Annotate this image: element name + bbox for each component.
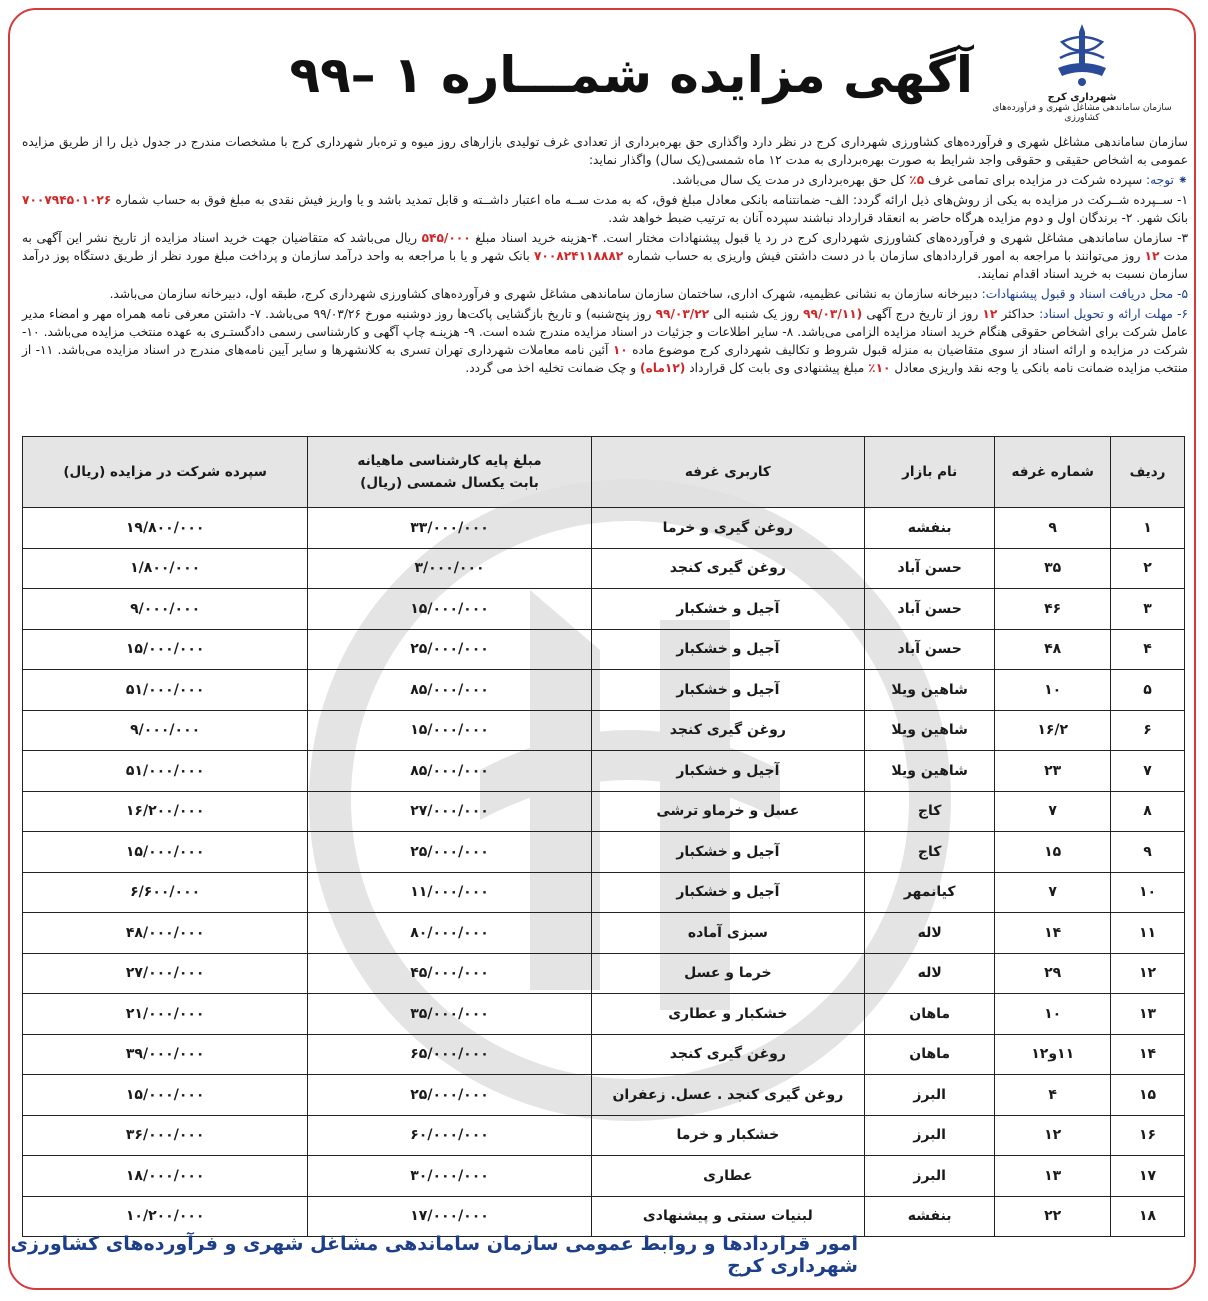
table-row <box>23 1115 1185 1156</box>
note-text-b: کل حق بهره‌برداری در مدت یک سال می‌باشد. <box>672 173 906 187</box>
cell-row: ۱۲ <box>1111 953 1185 994</box>
clause-3-account: ۷۰۰۸۲۴۱۱۸۸۸۲ <box>533 249 624 263</box>
cell-deposit: ۳۹/۰۰۰/۰۰۰ <box>23 1034 308 1075</box>
clause-6-text-f: مبلغ پیشنهادی وی بابت کل قرارداد <box>689 361 865 375</box>
clause-6-text-b: روز از تاریخ درج آگهی <box>866 307 979 321</box>
cell-use: روغن گیری کنجد . عسل. زعفران <box>591 1075 864 1116</box>
table-row <box>23 913 1185 954</box>
cell-deposit: ۱/۸۰۰/۰۰۰ <box>23 548 308 589</box>
cell-deposit: ۲۷/۰۰۰/۰۰۰ <box>23 953 308 994</box>
table-row <box>23 508 1185 549</box>
cell-use: خرما و عسل <box>591 953 864 994</box>
table-row <box>23 791 1185 832</box>
clause-6-date-end: ۹۹/۰۳/۲۲ <box>655 307 710 321</box>
clause-1-text-a: ۱- ســپرده شــرکت در مزایده به یکی از روش‌های ذیل ارائه گردد: الف- ضمانتنامه بانکی معادل مبلغ فوق، که به مدت ســه ماه اعتبار داشــته و قابل تمدید باشد و یا واریز فیش نقدی به مبلغ فوق به حساب شماره <box>115 193 1188 207</box>
cell-use: خشکبار و عطاری <box>591 994 864 1035</box>
cell-row: ۱۰ <box>1111 872 1185 913</box>
header <box>20 22 1188 130</box>
announcement-body <box>22 133 1188 379</box>
clause-6-date-start: (۹۹/۰۳/۱۱ <box>803 307 863 321</box>
cell-market: حسن آباد <box>864 589 994 630</box>
cell-row: ۲ <box>1111 548 1185 589</box>
cell-market: شاهین ویلا <box>864 751 994 792</box>
table-row <box>23 994 1185 1035</box>
cell-deposit: ۱۹/۸۰۰/۰۰۰ <box>23 508 308 549</box>
cell-rent: ۱۵/۰۰۰/۰۰۰ <box>308 710 591 751</box>
clause-3-days: ۱۲ <box>1144 249 1160 263</box>
clause-6-text-e: آئین نامه معاملات شهرداری تهران تسری به کلانشهرها و سایر آیین نامه‌های مندرج در اسناد مزایده می‌باشد. ۱۱- از منتخب مزایده ضمانت نامه بانکی یا وجه نقد واریزی معادل <box>22 343 1188 375</box>
cell-use: آجیل و خشکبار <box>591 629 864 670</box>
cell-booth: ۳۵ <box>995 548 1111 589</box>
cell-rent: ۸۰/۰۰۰/۰۰۰ <box>308 913 591 954</box>
table-row <box>23 1034 1185 1075</box>
table-row <box>23 953 1185 994</box>
cell-market: کاج <box>864 832 994 873</box>
cell-market: بنفشه <box>864 508 994 549</box>
clause-6-text-c: روز یک شنبه الی <box>713 307 799 321</box>
cell-deposit: ۱۶/۲۰۰/۰۰۰ <box>23 791 308 832</box>
clause-1-text-b: بانک شهر. ۲- برندگان اول و دوم مزایده هرگاه حاضر به انعقاد قرارداد نباشند سپرده آنان به ترتیب ضبط خواهد شد. <box>608 211 1188 225</box>
cell-use: آجیل و خشکبار <box>591 751 864 792</box>
clause-1-account: ۷۰۰۷۹۴۵۰۱۰۲۶ <box>22 193 112 207</box>
clause-6-percent: ۱۰٪ <box>868 361 891 375</box>
cell-booth: ۱۰ <box>995 670 1111 711</box>
cell-use: آجیل و خشکبار <box>591 832 864 873</box>
clause-6-text-d: روز پنج‌شنبه) و تاریخ بازگشایی پاکت‌ها روز دوشنبه مورخ ۹۹/۰۳/۲۶ می‌باشد. ۷- داشتن معرفی نامه همراه مهر و امضاء مدیر عامل شرکت برای اشخاص حقوقی هنگام خرید اسناد مزایده الزامی می‌باشد. ۸- سایر اطلاعات و جزئیات در اسناد مزایده مندرج شده است. ۹- هزینـه چاپ آگهی و کارشناسی رسمی دادگستـری به عهده منتخب مزایده می‌باشد. ۱۰- شرکت در مزایده و ارائه اسناد از سوی متقاضیان به منزله قبول شروط و تکالیف شهرداری کرج موضوع ماده <box>22 307 1189 357</box>
header-deposit: سپرده شرکت در مزایده (ریال) <box>23 437 308 508</box>
clause-3-text-b: ریال می‌باشد که متقاضیان جهت خرید اسناد مزایده از تاریخ نشر این آگهی به مدت <box>22 231 1188 263</box>
table-row <box>23 670 1185 711</box>
header-market-name: نام بازار <box>864 437 994 508</box>
clause-5-text: دبیرخانه سازمان به نشانی عظیمیه، شهرک اداری، ساختمان سازمان ساماندهی مشاغل شهری و فرآورده‌های کشاورزی شهرداری کرج، طبقه اول، دبیرخانه سازمان می‌باشد. <box>109 287 978 301</box>
cell-rent: ۳۰/۰۰۰/۰۰۰ <box>308 1156 591 1197</box>
cell-rent: ۱۱/۰۰۰/۰۰۰ <box>308 872 591 913</box>
cell-row: ۱۷ <box>1111 1156 1185 1197</box>
cell-booth: ۷ <box>995 791 1111 832</box>
cell-row: ۹ <box>1111 832 1185 873</box>
clause-3 <box>22 229 1188 283</box>
table-row <box>23 751 1185 792</box>
cell-rent: ۱۵/۰۰۰/۰۰۰ <box>308 589 591 630</box>
cell-row: ۳ <box>1111 589 1185 630</box>
clause-5 <box>22 285 1188 303</box>
table-row <box>23 589 1185 630</box>
clause-3-price: ۵۴۵/۰۰۰ <box>421 231 471 245</box>
cell-row: ۶ <box>1111 710 1185 751</box>
note-paragraph <box>22 171 1188 189</box>
cell-booth: ۱۴ <box>995 913 1111 954</box>
header-booth-number: شماره غرفه <box>995 437 1111 508</box>
clause-3-text-d: بانک شهر و یا با مراجعه به واحد درآمد سازمان و پرداخت مبلغ مورد نظر از طریق دستگاه پوز درآمد سازمان نسبت به خرید اسناد اقدام نمایند. <box>22 249 1188 281</box>
cell-row: ۸ <box>1111 791 1185 832</box>
cell-use: آجیل و خشکبار <box>591 670 864 711</box>
cell-row: ۱۴ <box>1111 1034 1185 1075</box>
cell-market: حسن آباد <box>864 629 994 670</box>
cell-row: ۴ <box>1111 629 1185 670</box>
cell-booth: ۷ <box>995 872 1111 913</box>
cell-market: البرز <box>864 1115 994 1156</box>
header-base-price-line2: بابت یکسال شمسی (ریال) <box>360 475 539 491</box>
clause-5-label: ۵- محل دریافت اسناد و قبول پیشنهادات: <box>981 287 1188 301</box>
table-header-row <box>23 437 1185 508</box>
cell-rent: ۳/۰۰۰/۰۰۰ <box>308 548 591 589</box>
cell-row: ۱ <box>1111 508 1185 549</box>
note-label: ⁕ توجه: <box>1146 173 1188 187</box>
cell-deposit: ۱۵/۰۰۰/۰۰۰ <box>23 832 308 873</box>
cell-booth: ۱۱و۱۲ <box>995 1034 1111 1075</box>
clause-6-text-a: حداکثر <box>1001 307 1035 321</box>
cell-deposit: ۱۰/۲۰۰/۰۰۰ <box>23 1196 308 1237</box>
cell-row: ۷ <box>1111 751 1185 792</box>
cell-deposit: ۳۶/۰۰۰/۰۰۰ <box>23 1115 308 1156</box>
cell-use: لبنیات سنتی و پیشنهادی <box>591 1196 864 1237</box>
cell-booth: ۲۳ <box>995 751 1111 792</box>
intro-text: سازمان ساماندهی مشاغل شهری و فرآورده‌های کشاورزی شهرداری کرج در نظر دارد واگذاری حق بهره‌برداری از تعدادی غرف تولیدی بازارهای روز میوه و تره‌بار شهرداری کرج با مشخصات مندرج در جدول ذیل را از طریق مزایده عمومی به اشخاص حقیقی و حقوقی واجد شرایط به صورت بهره‌برداری به مدت ۱۲ ماه شمسی(یک سال) واگذار نماید: <box>22 135 1188 167</box>
clause-6-label: ۶- مهلت ارائه و تحویل اسناد: <box>1039 307 1189 321</box>
cell-booth: ۴ <box>995 1075 1111 1116</box>
cell-rent: ۳۳/۰۰۰/۰۰۰ <box>308 508 591 549</box>
cell-market: البرز <box>864 1156 994 1197</box>
cell-row: ۵ <box>1111 670 1185 711</box>
cell-deposit: ۲۱/۰۰۰/۰۰۰ <box>23 994 308 1035</box>
cell-row: ۱۸ <box>1111 1196 1185 1237</box>
table-row <box>23 629 1185 670</box>
cell-booth: ۱۰ <box>995 994 1111 1035</box>
logo-city-text: شهرداری کرج <box>1047 92 1117 103</box>
cell-deposit: ۹/۰۰۰/۰۰۰ <box>23 589 308 630</box>
cell-row: ۱۶ <box>1111 1115 1185 1156</box>
cell-row: ۱۳ <box>1111 994 1185 1035</box>
cell-use: آجیل و خشکبار <box>591 872 864 913</box>
cell-market: ماهان <box>864 994 994 1035</box>
cell-market: شاهین ویلا <box>864 670 994 711</box>
cell-rent: ۲۵/۰۰۰/۰۰۰ <box>308 629 591 670</box>
cell-rent: ۱۷/۰۰۰/۰۰۰ <box>308 1196 591 1237</box>
cell-booth: ۱۲ <box>995 1115 1111 1156</box>
clause-6-days: ۱۲ <box>982 307 998 321</box>
cell-market: بنفشه <box>864 1196 994 1237</box>
cell-use: عسل و خرماو ترشی <box>591 791 864 832</box>
cell-deposit: ۵۱/۰۰۰/۰۰۰ <box>23 751 308 792</box>
cell-market: کاج <box>864 791 994 832</box>
cell-market: البرز <box>864 1075 994 1116</box>
header-base-price <box>308 437 591 508</box>
table-row <box>23 548 1185 589</box>
cell-rent: ۲۵/۰۰۰/۰۰۰ <box>308 1075 591 1116</box>
table-row <box>23 710 1185 751</box>
header-booth-use: کاربری غرفه <box>591 437 864 508</box>
cell-row: ۱۵ <box>1111 1075 1185 1116</box>
cell-deposit: ۱۸/۰۰۰/۰۰۰ <box>23 1156 308 1197</box>
cell-market: لاله <box>864 953 994 994</box>
cell-use: روغن گیری کنجد <box>591 710 864 751</box>
cell-booth: ۱۵ <box>995 832 1111 873</box>
table-row <box>23 872 1185 913</box>
cell-booth: ۱۳ <box>995 1156 1111 1197</box>
cell-market: کیانمهر <box>864 872 994 913</box>
cell-deposit: ۶/۶۰۰/۰۰۰ <box>23 872 308 913</box>
logo <box>982 22 1182 123</box>
cell-rent: ۶۵/۰۰۰/۰۰۰ <box>308 1034 591 1075</box>
cell-deposit: ۹/۰۰۰/۰۰۰ <box>23 710 308 751</box>
cell-booth: ۲۲ <box>995 1196 1111 1237</box>
note-percent: ۵٪ <box>909 173 925 187</box>
table-body <box>23 508 1185 1237</box>
cell-booth: ۴۸ <box>995 629 1111 670</box>
cell-booth: ۴۶ <box>995 589 1111 630</box>
cell-market: شاهین ویلا <box>864 710 994 751</box>
note-text-a: سپرده شرکت در مزایده برای تمامی غرف <box>928 173 1143 187</box>
footer-text: امور قراردادها و روابط عمومی سازمان ساماندهی مشاغل شهری و فرآورده‌های کشاورزی شهرداری کرج <box>10 1233 858 1277</box>
clause-6-text-g: و چک ضمانت تخلیه اخذ می گردد. <box>465 361 637 375</box>
clause-3-text-c: روز می‌توانند با مراجعه به امور قراردادهای سازمان با در دست داشتن فیش واریزی به حساب شماره <box>627 249 1141 263</box>
cell-use: خشکبار و خرما <box>591 1115 864 1156</box>
cell-rent: ۲۷/۰۰۰/۰۰۰ <box>308 791 591 832</box>
cell-use: آجیل و خشکبار <box>591 589 864 630</box>
clause-6-months: (۱۲ماه) <box>640 361 686 375</box>
cell-use: روغن گیری کنجد <box>591 548 864 589</box>
cell-deposit: ۵۱/۰۰۰/۰۰۰ <box>23 670 308 711</box>
cell-deposit: ۱۵/۰۰۰/۰۰۰ <box>23 629 308 670</box>
cell-rent: ۸۵/۰۰۰/۰۰۰ <box>308 751 591 792</box>
cell-row: ۱۱ <box>1111 913 1185 954</box>
clause-6-article: ۱۰ <box>612 343 628 357</box>
cell-market: ماهان <box>864 1034 994 1075</box>
logo-org-text: سازمان ساماندهی مشاغل شهری و فرآورده‌های کشاورزی <box>992 103 1172 123</box>
table-row <box>23 1196 1185 1237</box>
table-row <box>23 1156 1185 1197</box>
cell-market: لاله <box>864 913 994 954</box>
cell-rent: ۳۵/۰۰۰/۰۰۰ <box>308 994 591 1035</box>
cell-use: روغن گیری و خرما <box>591 508 864 549</box>
cell-rent: ۲۵/۰۰۰/۰۰۰ <box>308 832 591 873</box>
cell-booth: ۲۹ <box>995 953 1111 994</box>
clause-3-text-a: ۳- سازمان ساماندهی مشاغل شهری و فرآورده‌های کشاورزی شهرداری کرج در رد یا قبول پیشنهادات مختار است. ۴-هزینه خرید اسناد مبلغ <box>475 231 1189 245</box>
cell-use: روغن گیری کنجد <box>591 1034 864 1075</box>
page-title: آگهی مزایده شمـــاره ۱ –۹۹ <box>289 46 973 104</box>
table-row <box>23 1075 1185 1116</box>
header-base-price-line1: مبلغ پایه کارشناسی ماهیانه <box>357 453 542 469</box>
cell-booth: ۹ <box>995 508 1111 549</box>
header-row-number: ردیف <box>1111 437 1185 508</box>
auction-table <box>22 436 1185 1237</box>
clause-1 <box>22 191 1188 227</box>
cell-booth: ۱۶/۲ <box>995 710 1111 751</box>
table-row <box>23 832 1185 873</box>
karaj-municipality-logo-icon <box>1052 22 1112 88</box>
cell-market: حسن آباد <box>864 548 994 589</box>
cell-rent: ۴۵/۰۰۰/۰۰۰ <box>308 953 591 994</box>
cell-use: سبزی آماده <box>591 913 864 954</box>
cell-deposit: ۱۵/۰۰۰/۰۰۰ <box>23 1075 308 1116</box>
cell-rent: ۸۵/۰۰۰/۰۰۰ <box>308 670 591 711</box>
cell-rent: ۶۰/۰۰۰/۰۰۰ <box>308 1115 591 1156</box>
clause-6 <box>22 305 1188 377</box>
cell-deposit: ۴۸/۰۰۰/۰۰۰ <box>23 913 308 954</box>
cell-use: عطاری <box>591 1156 864 1197</box>
intro-paragraph <box>22 133 1188 169</box>
